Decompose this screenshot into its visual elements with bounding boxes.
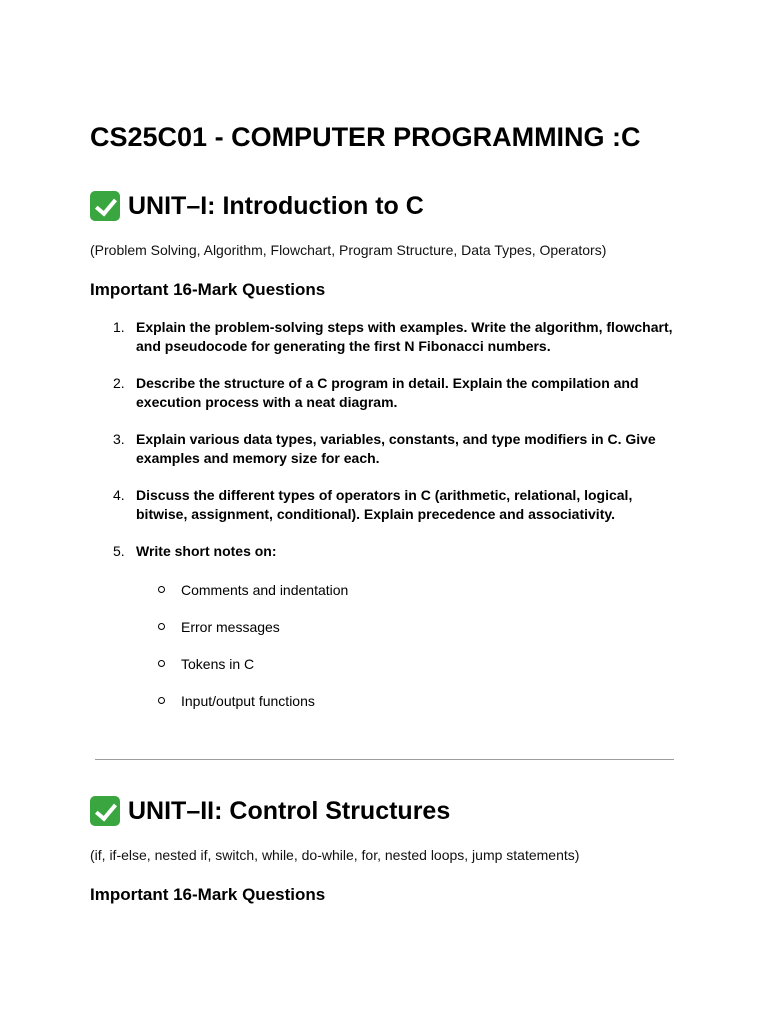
list-item bbox=[0, 692, 768, 710]
hollow-bullet-icon bbox=[158, 697, 165, 704]
document-title: CS25C01 - COMPUTER PROGRAMMING :C bbox=[90, 122, 641, 152]
short-notes-list bbox=[0, 581, 768, 710]
check-mark-icon bbox=[90, 796, 120, 826]
question-item bbox=[0, 430, 768, 468]
question-item bbox=[0, 542, 768, 710]
unit-2-heading-text: UNIT–II: Control Structures bbox=[128, 796, 451, 825]
list-item bbox=[0, 581, 768, 599]
unit-2-topics: (if, if-else, nested if, switch, while, do-while, for, nested loops, jump statements) bbox=[90, 847, 580, 863]
question-text: Describe the structure of a C program in detail. Explain the compilation and execution process with a neat diagram. bbox=[136, 375, 639, 410]
question-text: Discuss the different types of operators in C (arithmetic, relational, logical, bitwise, assignment, conditional). Explain precedence and associativity. bbox=[136, 487, 633, 522]
list-item bbox=[0, 655, 768, 673]
unit-1-heading-text: UNIT–I: Introduction to C bbox=[128, 191, 424, 220]
question-number: 1. bbox=[113, 319, 125, 335]
question-text: Explain various data types, variables, constants, and type modifiers in C. Give examples and memory size for each. bbox=[136, 431, 656, 466]
list-item-text: Comments and indentation bbox=[181, 582, 349, 598]
section-divider bbox=[95, 759, 674, 760]
question-number: 4. bbox=[113, 487, 125, 503]
question-text: Write short notes on: bbox=[136, 543, 277, 559]
unit-2-questions-heading: Important 16-Mark Questions bbox=[90, 885, 326, 904]
question-number: 5. bbox=[113, 543, 125, 559]
unit-1-question-list bbox=[0, 318, 768, 729]
hollow-bullet-icon bbox=[158, 660, 165, 667]
question-item bbox=[0, 486, 768, 524]
question-number: 2. bbox=[113, 375, 125, 391]
hollow-bullet-icon bbox=[158, 586, 165, 593]
unit-1-topics: (Problem Solving, Algorithm, Flowchart, Program Structure, Data Types, Operators) bbox=[90, 242, 607, 258]
list-item-text: Tokens in C bbox=[181, 656, 255, 672]
list-item-text: Input/output functions bbox=[181, 693, 315, 709]
unit-2-heading bbox=[90, 796, 450, 826]
question-number: 3. bbox=[113, 431, 125, 447]
list-item-text: Error messages bbox=[181, 619, 280, 635]
question-text: Explain the problem-solving steps with examples. Write the algorithm, flowchart, and pseudocode for generating the first N Fibonacci numbers. bbox=[136, 319, 673, 354]
check-mark-icon bbox=[90, 191, 120, 221]
unit-1-heading bbox=[90, 191, 424, 221]
list-item bbox=[0, 618, 768, 636]
hollow-bullet-icon bbox=[158, 623, 165, 630]
question-item bbox=[0, 318, 768, 356]
question-item bbox=[0, 374, 768, 412]
unit-1-questions-heading: Important 16-Mark Questions bbox=[90, 280, 326, 299]
